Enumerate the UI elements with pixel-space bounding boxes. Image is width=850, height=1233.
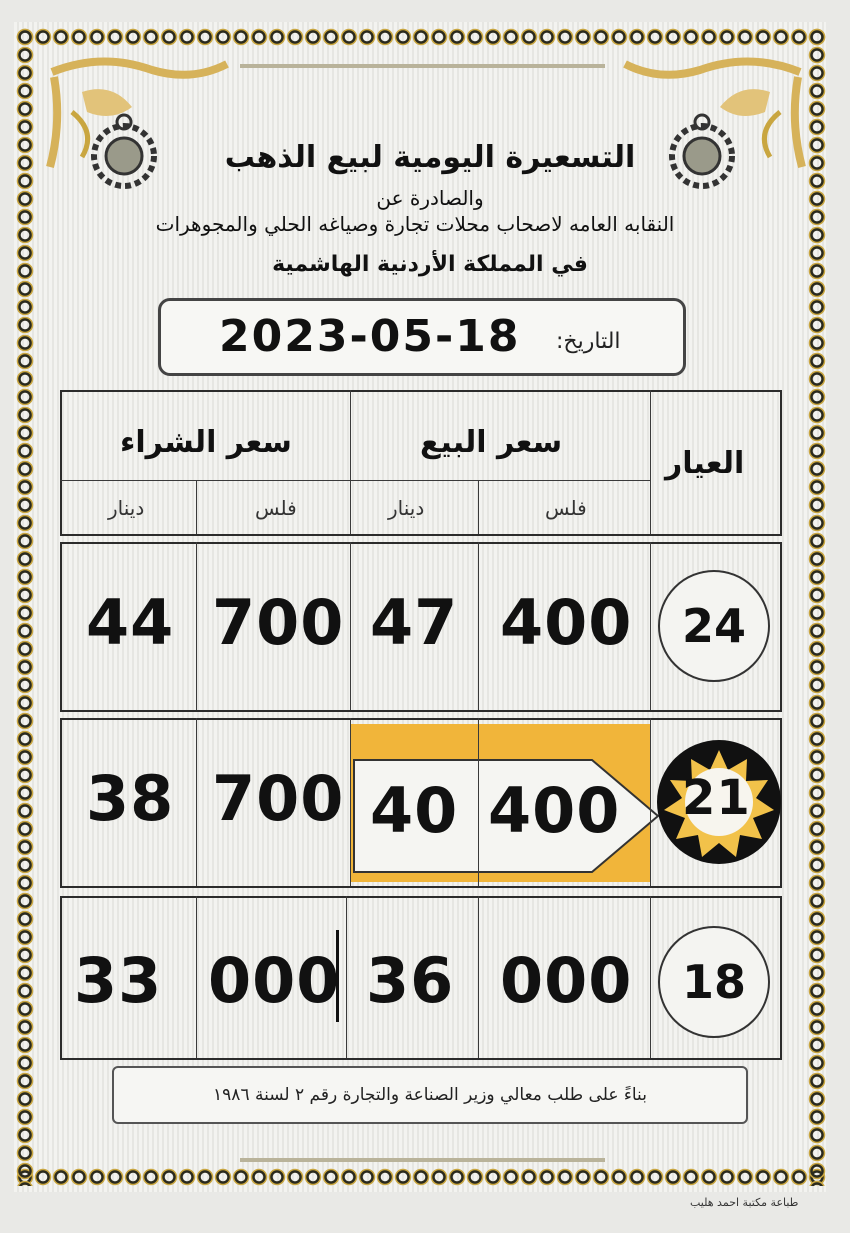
- buy-dinar-value: 44: [86, 586, 175, 659]
- cell-divider: [346, 896, 347, 1058]
- cell-divider: [196, 718, 197, 886]
- printer-credit: طباعة مكتبة احمد هليب: [690, 1196, 799, 1209]
- sell-fils-value: 400: [500, 586, 633, 659]
- buy-dinar-value: 38: [86, 762, 175, 835]
- buy-fils-value: 700: [212, 586, 345, 659]
- sell-header: سعر البيع: [420, 425, 563, 460]
- cell-divider: [650, 542, 651, 710]
- sell-dinar-value: 47: [370, 586, 459, 659]
- sell-fils-value: 400: [488, 774, 621, 847]
- buy-fils-label: فلس: [255, 496, 297, 520]
- header-divider: [478, 480, 479, 534]
- border-chain-right: [808, 28, 826, 1186]
- date-label: التاريخ:: [556, 329, 621, 354]
- header-divider: [350, 390, 351, 534]
- header-divider: [650, 390, 651, 534]
- bottom-divider: [240, 1158, 605, 1162]
- cell-divider: [196, 896, 197, 1058]
- border-chain-top: [16, 28, 826, 46]
- sell-dinar-value: 36: [366, 944, 455, 1017]
- date-value: 2023-05-18: [219, 311, 521, 362]
- issued-by: والصادرة عن: [376, 186, 484, 210]
- cell-divider: [650, 896, 651, 1058]
- buy-fils-value: 700: [212, 762, 345, 835]
- karat-badge: 18: [658, 926, 770, 1038]
- cell-divider: [650, 718, 651, 886]
- cell-divider: [196, 542, 197, 710]
- ministerial-footnote: بناءً على طلب معالي وزير الصناعة والتجارة رقم ٢ لسنة ١٩٨٦: [112, 1066, 748, 1124]
- cell-divider: [478, 718, 479, 886]
- date-box: [158, 298, 686, 376]
- top-divider: [240, 64, 605, 68]
- sell-fils-label: فلس: [545, 496, 587, 520]
- country-name: في المملكة الأردنية الهاشمية: [272, 252, 588, 277]
- karat-badge: 24: [658, 570, 770, 682]
- border-chain-bottom: [16, 1168, 826, 1186]
- cell-divider: [478, 542, 479, 710]
- syndicate-name: النقابه العامه لاصحاب محلات تجارة وصياغه الحلي والمجوهرات: [155, 212, 675, 236]
- page-title: التسعيرة اليومية لبيع الذهب: [224, 140, 636, 175]
- header-divider: [60, 480, 650, 481]
- sell-dinar-value: 40: [370, 774, 459, 847]
- border-chain-left: [16, 28, 34, 1186]
- buy-header: سعر الشراء: [120, 425, 292, 460]
- karat-header: العيار: [665, 446, 745, 481]
- cell-divider: [350, 718, 351, 886]
- buy-dinar-value: 33: [74, 944, 163, 1017]
- karat-value-21: 21: [682, 770, 751, 826]
- sell-dinar-label: دينار: [388, 496, 425, 520]
- cell-divider: [350, 542, 351, 710]
- buy-fils-value: 000: [208, 944, 341, 1017]
- sell-fils-value: 000: [500, 944, 633, 1017]
- header-divider: [196, 480, 197, 534]
- buy-dinar-label: دينار: [108, 496, 145, 520]
- cell-divider: [478, 896, 479, 1058]
